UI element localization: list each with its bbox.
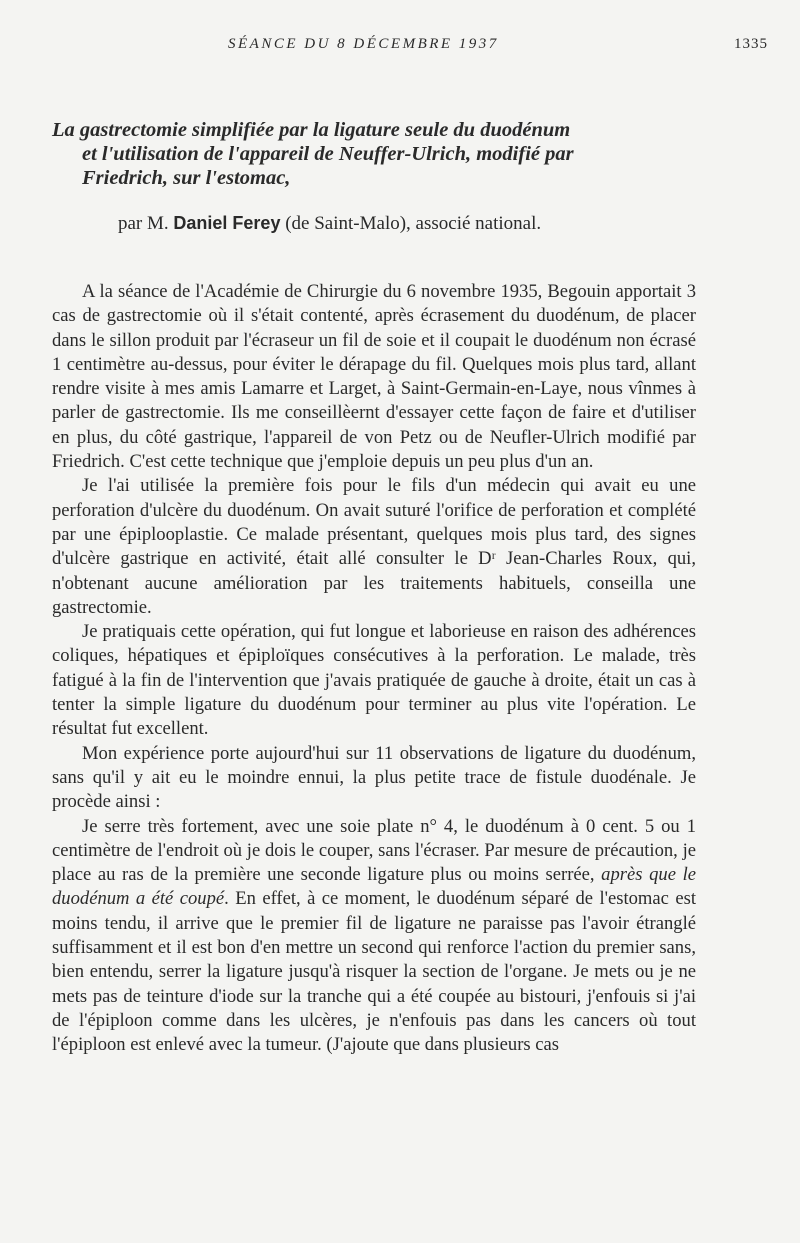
byline [118, 213, 541, 235]
byline-suffix: (de Saint-Malo), associé national. [280, 213, 542, 234]
running-title: SÉANCE DU 8 DÉCEMBRE 1937 [228, 36, 499, 52]
paragraph-text: Je serre très fortement, avec une soie plate n° 4, le duodénum à 0 cent. 5 ou 1 centimètre de l'endroit où je dois le couper, sans l'écraser. Par mesure de précaution, je place au ras de la première une seconde ligature plus ou moins serrée, [52, 815, 696, 886]
article-title [52, 118, 712, 190]
byline-prefix: par M. [118, 213, 174, 234]
title-line: La gastrectomie simplifiée par la ligature seule du duodénum [52, 119, 571, 141]
running-header [0, 36, 800, 60]
page-number: 1335 [734, 36, 768, 52]
paragraph: A la séance de l'Académie de Chirurgie du 6 novembre 1935, Begouin apportait 3 cas de gastrectomie où il s'était contenté, après écrasement du duodénum, de placer dans le sillon produit par l'écraseur un fil de soie et il coupait le duodénum non écrasé 1 centimètre au-dessus, pour éviter le dérapage du fil. Quelques mois plus tard, allant rendre visite à mes amis Lamarre et Larget, à Saint-Germain-en-Laye, nous vînmes à parler de gastrectomie. Ils me conseillèernt d'essayer cette façon de faire et d'utiliser en plus, du côté gastrique, l'appareil de von Petz ou de Neufler-Ulrich modifié par Friedrich. C'est cette technique que j'emploie depuis un peu plus d'un an. [52, 281, 696, 473]
emphasis-text: après que le duodénum a été coupé [52, 864, 696, 910]
paragraph: Je pratiquais cette opération, qui fut longue et laborieuse en raison des adhérences coliques, hépatiques et épiploïques consécutives à la perforation. Le malade, très fatigué à la fin de l'intervention que j'avais pratiquée de gauche à droite, était un cas à tenter la simple ligature du duodénum pour terminer au plus vite l'opération. Le résultat fut excellent. [52, 621, 696, 740]
article-body [52, 280, 696, 1058]
paragraph-text: . En effet, à ce moment, le duodénum séparé de l'estomac est moins tendu, il arrive que le premier fil de ligature ne paraisse pas l'avoir étranglé suffisamment et il est bon d'en mettre un second qui renforce l'action du premier sans, bien entendu, serrer la ligature jusqu'à risquer la section de l'organe. Je mets ou je ne mets pas de teinture d'iode sur la tranche qui a été coupée au bistouri, j'enfouis si j'ai de l'épiploon comme dans les ulcères, je n'enfouis pas dans les cancers où tout l'épiploon est enlevé avec la tumeur. (J'ajoute que dans plusieurs cas [52, 888, 696, 1056]
title-line: et l'utilisation de l'appareil de Neuffer-Ulrich, modifié par [82, 143, 574, 165]
paragraph [52, 815, 696, 1058]
paragraph: Mon expérience porte aujourd'hui sur 11 observations de ligature du duodénum, sans qu'il y ait eu le moindre ennui, la plus petite trace de fistule duodénale. Je procède ainsi : [52, 742, 696, 813]
author-name: Daniel Ferey [173, 213, 281, 233]
title-line: Friedrich, sur l'estomac, [82, 167, 291, 189]
paragraph: Je l'ai utilisée la première fois pour le fils d'un médecin qui avait eu une perforation d'ulcère du duodénum. On avait suturé l'orifice de perforation et complété par une épiplooplastie. Ce malade présentant, quelques mois plus tard, des signes d'ulcère gastrique en activité, était allé consulter le Dʳ Jean-Charles Roux, qui, n'obtenant aucune amélioration par les traitements habituels, conseilla une gastrectomie. [52, 475, 696, 618]
